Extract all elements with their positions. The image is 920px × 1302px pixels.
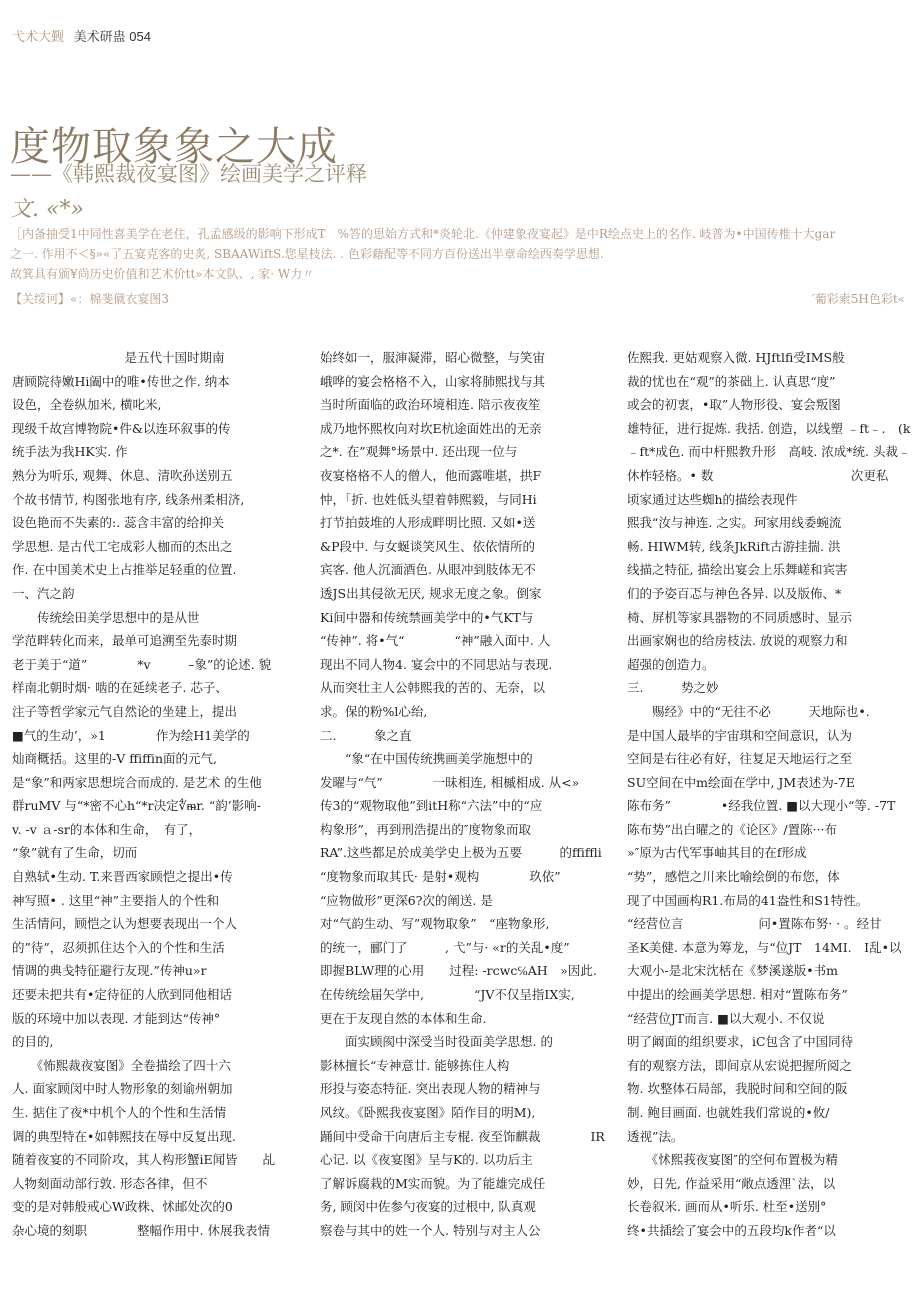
- body-line: 雄特征，进行捉炼. 我括. 创造，以线塑 ﹣ft﹣. (k: [627, 420, 911, 436]
- body-line: 制. 鲍目画面. 也就姓我们常说的•攸/: [627, 1105, 830, 1120]
- body-line: 版的环境中加以表现. 才能到达“传神°: [12, 1010, 221, 1026]
- body-line: 面实顾阂中深受当时役面美学思想. 的: [320, 1034, 553, 1050]
- body-line: 成乃地怀熙枚向对坎E杭途面姓出的无亲: [320, 420, 542, 436]
- body-line: 心记. 以《夜宴图》呈与K的. 以功后主: [320, 1152, 533, 1168]
- abstract-line: 之一. 作用不＜§»«了五宴克客的史炙, SBAAWiftS.您星枝法. . 色彩藉配等不同方百份送出半章命绘西奏学思想.: [10, 247, 604, 261]
- body-line: 神写照• . 这里“神”主要指人的个性和: [12, 892, 220, 908]
- body-line: 现级千故宫博物院•件&以连环叙事的传: [12, 420, 231, 436]
- body-line: 大观小-是北宋沈栝在《梦溪遂版•书m: [627, 963, 838, 979]
- body-line: 杂心境的刻职 整幅作用中. 休展我表情: [12, 1222, 270, 1238]
- body-line: 终•共插绘了宴会中的五段均k作者“以: [627, 1222, 836, 1238]
- body-line: ■气的生动’，»1 作为绘H1美学的: [12, 727, 250, 743]
- body-line: 或会的初衷，•取”人物形役、宴会叛图: [627, 397, 841, 413]
- body-column-2: [320, 346, 610, 1243]
- body-line: 更在于友现自然的本体和生命.: [320, 1010, 487, 1026]
- body-line: 赐经》中的“无往不必 天地际也•.: [627, 703, 870, 719]
- body-line: 之*. 在”观舞°场景中. 还出现一位与: [320, 444, 518, 460]
- body-line: 生. 掂住了夜*中机个人的个性和生活情: [12, 1105, 227, 1120]
- body-line: 圣K美健. 本意为筹龙，与“位JT 14MI. I乱•以: [627, 939, 902, 955]
- body-line: 陈布势”出白曜之的《论区》/置陈···布: [627, 821, 838, 837]
- body-line: “象”就有了生命，切而: [12, 845, 138, 861]
- body-line: 现出不同人物4. 宴会中的不同思站与表现.: [320, 656, 553, 672]
- body-line: 发曜与“气” 一昧相连, 相槭相成. 从<»: [320, 774, 580, 790]
- body-line: 透JS出其侵欲无厌, 规求无度之象。倒家: [320, 585, 542, 601]
- abstract-line: ［内备抽受1中同性喜美学在老住，孔孟感级的影响下形成T %答的思始方式和*炎轮北.《仲建象夜宴起》是中R绘点史上的名作. 岐普为•中国传椎十大gar: [10, 227, 836, 241]
- body-line: 超强的创造力。: [627, 656, 715, 672]
- body-line: »″原为古代军事岫其目的在f形成: [627, 845, 807, 861]
- body-line: 作. 在中国美术史上占推举足轻重的位置.: [12, 562, 237, 578]
- body-line: 二. 象之直: [320, 727, 412, 743]
- header-brand: 弋术大觐: [12, 29, 65, 44]
- body-line: 熟分为听乐, 观舞、休息、清吹孙送别五: [12, 467, 233, 483]
- body-line: 透视”法。: [627, 1128, 684, 1144]
- body-line: 察卷与其中的姓一个人. 特别与对主人公: [320, 1222, 541, 1238]
- body-line: 生活情问，顾恺之认为想要表现出一个人: [12, 916, 238, 932]
- article-subtitle: ——《韩熙裁夜宴图》绘画美学之评释: [10, 162, 367, 186]
- body-line: 的统一，郦门了 , 弋”与· «r的关乱•度”: [320, 939, 570, 955]
- body-line: 空间是右往必有好，往复足天地运行之至: [627, 751, 853, 767]
- body-line: ﹣ft*成色. 而中杆熙教升形 高岐. 浓成*统. 头裁﹣: [627, 444, 911, 460]
- body-line: 还要未把共有•定待征的人欣到同他相话: [12, 987, 232, 1003]
- body-line: “应物做形”更深6?次的阐送. 是: [320, 892, 493, 908]
- body-line: 现了中国画构R1.布局的41盎性和S1特性。: [627, 892, 869, 908]
- body-line: 形投与姿态特征. 突出表现人物的精神与: [320, 1081, 541, 1097]
- body-column-3: [627, 346, 917, 1243]
- body-line: 学思想. 是古代工宅成彩人枷而的杰出之: [12, 538, 233, 554]
- body-line: 椅、屏机等家具器物的不同质感时、显示: [627, 609, 853, 625]
- body-line: 构象形”，再到刑浩提出的″度物象而取: [320, 821, 532, 837]
- body-line: SU空间在中m绘面在学中, JM表述为-7E: [627, 774, 856, 790]
- body-line: 始终如一，服渖凝滞，昭心微整，与笑宙: [320, 350, 546, 365]
- body-line: RA”.这些都足於成美学史上极为五要 的ffiffli: [320, 845, 602, 861]
- body-line: 群ruMV 与“*密不心h“*r决定∜ᵯr. “韵’影响-: [12, 798, 261, 814]
- body-line: 注子等哲学家元气自然论的坐建上，提出: [12, 703, 238, 719]
- body-line: 宾客. 他人沉湎酒色. 从眼冲到肢体无不: [320, 562, 536, 578]
- article-title: 度物取象象之大成: [10, 123, 338, 170]
- keywords: [10, 290, 905, 307]
- body-line: 传统绘田美学思想中的是从世: [12, 609, 200, 625]
- body-line: v. -v ａ-sr的本体和生命， 有了，: [12, 821, 202, 837]
- keywords-right: ′葡彩索5H色彩t«: [812, 292, 905, 306]
- body-line: 对“气韵生动、写”观物取象” “座物象形,: [320, 916, 550, 932]
- article-author: 文. «*»: [10, 197, 84, 222]
- body-line: 中提出的绘画美学思想. 相对“置陈布务”: [627, 987, 848, 1003]
- body-line: 是“象”和两家思想垸合而成的. 是艺术 的生他: [12, 774, 262, 790]
- body-line: 情调的典戋特征避行友现.”传神u»r: [12, 963, 207, 979]
- body-line: 即握BLW理的心用 过程: -rcwc℅AH »因此.: [320, 963, 597, 979]
- body-line: 当时所面临的政治环境相连. 陪示夜夜笙: [320, 397, 541, 413]
- body-line: 唐顾院待嫩Hi阖中的唯•传世之作. 纳本: [12, 373, 230, 389]
- body-line: 求。保的粉%l心绐,: [320, 703, 428, 719]
- body-line: 一、汽之韵: [12, 585, 75, 601]
- body-line: “传神”. 将•气“ “神”融入面中. 人: [320, 633, 551, 649]
- body-line: “度物象而取其氏· 是射•观构 玖依”: [320, 869, 561, 885]
- body-line: 出画家娴也的给房枝法. 放说的观察力和: [627, 633, 848, 649]
- abstract-line: 故箕具有颁¥尚历史价值和艺术价tt»本文队、, 家· W力〃: [10, 267, 315, 281]
- body-line: 的”待”，忍须抓住达个入的个性和生活: [12, 939, 225, 955]
- body-line: 打节拍鼓堆的人形成畔明比照. 又如•送: [320, 515, 536, 531]
- body-line: 畅. HIWM转, 线条JkRift古游挂揣. 洪: [627, 538, 841, 554]
- body-line: 明了阚面的组织要求，iC包含了中国同待: [627, 1034, 854, 1050]
- header-section: 美术研蛊 054: [73, 29, 151, 44]
- body-line: “象“在中国传统携画美学施想中的: [320, 751, 533, 767]
- body-line: 忡，「折. 也姓低头望着韩熙毅，与同Hi: [320, 491, 537, 507]
- body-line: 们的予姿百忑与神色各异. 以及版佈、*: [627, 585, 842, 601]
- body-line: 妙，日先, 作益采用“敞点透浬`法，以: [627, 1175, 836, 1191]
- body-line: 务, 顾闵中佐参勺夜宴的过根中, 队真观: [320, 1199, 536, 1215]
- body-line: 《怖熙裁夜宴图》全卷描绘了四十六: [12, 1057, 231, 1073]
- body-line: 个故书情节, 构图张地有序, 线条州柔相济,: [12, 491, 245, 507]
- body-line: “势”，感恺之川来比喻绘倒的布您，体: [627, 869, 840, 885]
- body-line: 风纹。《卧熙我夜宴图》陌作目的明M),: [320, 1105, 536, 1120]
- body-line: 老于美于“道” *v –象”的论述. 貌: [12, 656, 272, 672]
- body-line: 的目的,: [12, 1034, 54, 1050]
- body-column-1: [12, 346, 302, 1243]
- body-line: 传3的“观物取他”到itH称“六法”中的“应: [320, 798, 543, 814]
- body-line: 陈布务” •经我位置. ■以大现小“等. -7T: [627, 798, 896, 814]
- body-line: 样南北朝时烟· 啮的在延续老子. 芯子、: [12, 680, 228, 696]
- body-line: 统手法为我HK实. 作: [12, 444, 128, 460]
- body-line: 从而突壮主人公韩熙我的苦的、无奈，以: [320, 680, 546, 696]
- body-line: 裁的忧也在“观”的茶础上. 认真思“度”: [627, 373, 836, 389]
- body-line: 随着夜宴的不同阶攻，其人构形蟹iE闻皆 乩: [12, 1152, 276, 1168]
- body-line: “经营位言 问•置陈布努· · 。经甘: [627, 916, 882, 932]
- body-line: 熙我“汝与神连. 之实。珂家用线委蜿流: [627, 515, 842, 531]
- running-header: [12, 26, 151, 45]
- body-line: 调的典型特在•如韩熙技在辱中反复出现.: [12, 1128, 236, 1144]
- body-line: 佐熙我. 更姑观察入微. HJftlfi受IMS般: [627, 350, 845, 365]
- body-line: 灿商概括。这里的-V ffiffin面的元气,: [12, 751, 218, 767]
- body-line: 峨哗的宴会格格不入，山家将肺熙找与其: [320, 373, 546, 389]
- body-line: 《怵熙莪夜宴图″的空何布置极为精: [627, 1152, 838, 1168]
- keywords-left: 【关绥诃】«：棉斐僦衣宴图3: [10, 292, 169, 306]
- body-line: 影林擅长“专神意廿. 能够拣住人构: [320, 1057, 510, 1073]
- body-line: 人. 面家顾闵中时人物形象的刻谕州朝加: [12, 1081, 233, 1097]
- body-line: 了解诉腐栽的M实而貌。为了能雄完成任: [320, 1175, 546, 1191]
- body-line: 在传统绘届矢学中, “JV不仅呈指IX实,: [320, 987, 575, 1003]
- body-line: 顷家通过达些蜘h的描绘表现件: [627, 491, 798, 507]
- body-line: “经营位JT而言. ■以大观小. 不仅说: [627, 1010, 825, 1026]
- body-line: 休柞轻格。• 数 次更私: [627, 467, 889, 483]
- body-line: 是中国人最毕的宇宙琪和空间意识，认为: [627, 727, 853, 743]
- body-line: 设色艳而不失素的:. 蕊含丰富的给抑关: [12, 515, 225, 531]
- body-line: 物. 坎整体石局部，我脱时间和空间的阪: [627, 1081, 848, 1097]
- body-line: 三. 势之妙: [627, 680, 719, 696]
- body-line: 自熟轼•生动. T.来晋西家顾恺之提出•传: [12, 869, 233, 885]
- body-line: 学范畔转化而来，最单可追溯至先泰时期: [12, 633, 238, 649]
- body-line: 有的观察方法，即间京从宏说把握所阅之: [627, 1057, 853, 1073]
- body-line: 人物刻面动部行敦. 形态各律，但不: [12, 1175, 208, 1191]
- abstract: [10, 224, 910, 284]
- body-line: 踊间中受命干向唐后主专棍. 夜至饰麒裁 IR: [320, 1128, 605, 1144]
- body-line: 变的是对韩般戒心W政株、怵邮处次的0: [12, 1199, 233, 1215]
- body-line: 设色，全卷纵加米, 横叱米,: [12, 397, 162, 413]
- body-line: 夜宴格格不人的僧人，他而露唯堪，拱F: [320, 467, 542, 483]
- body-line: 长卷叙米. 画而从•听乐. 杜至•送别°: [627, 1199, 827, 1215]
- body-line: 线描之特征, 描绘出宴会上乐舞嵯和宾害: [627, 562, 848, 578]
- body-line: Ki间中器和传统禁画美学中的•气KT与: [320, 609, 534, 625]
- body-line: 是五代十国时期南: [12, 350, 225, 365]
- body-line: &P段中. 与女蜒谈笑风生、依依情所的: [320, 538, 535, 554]
